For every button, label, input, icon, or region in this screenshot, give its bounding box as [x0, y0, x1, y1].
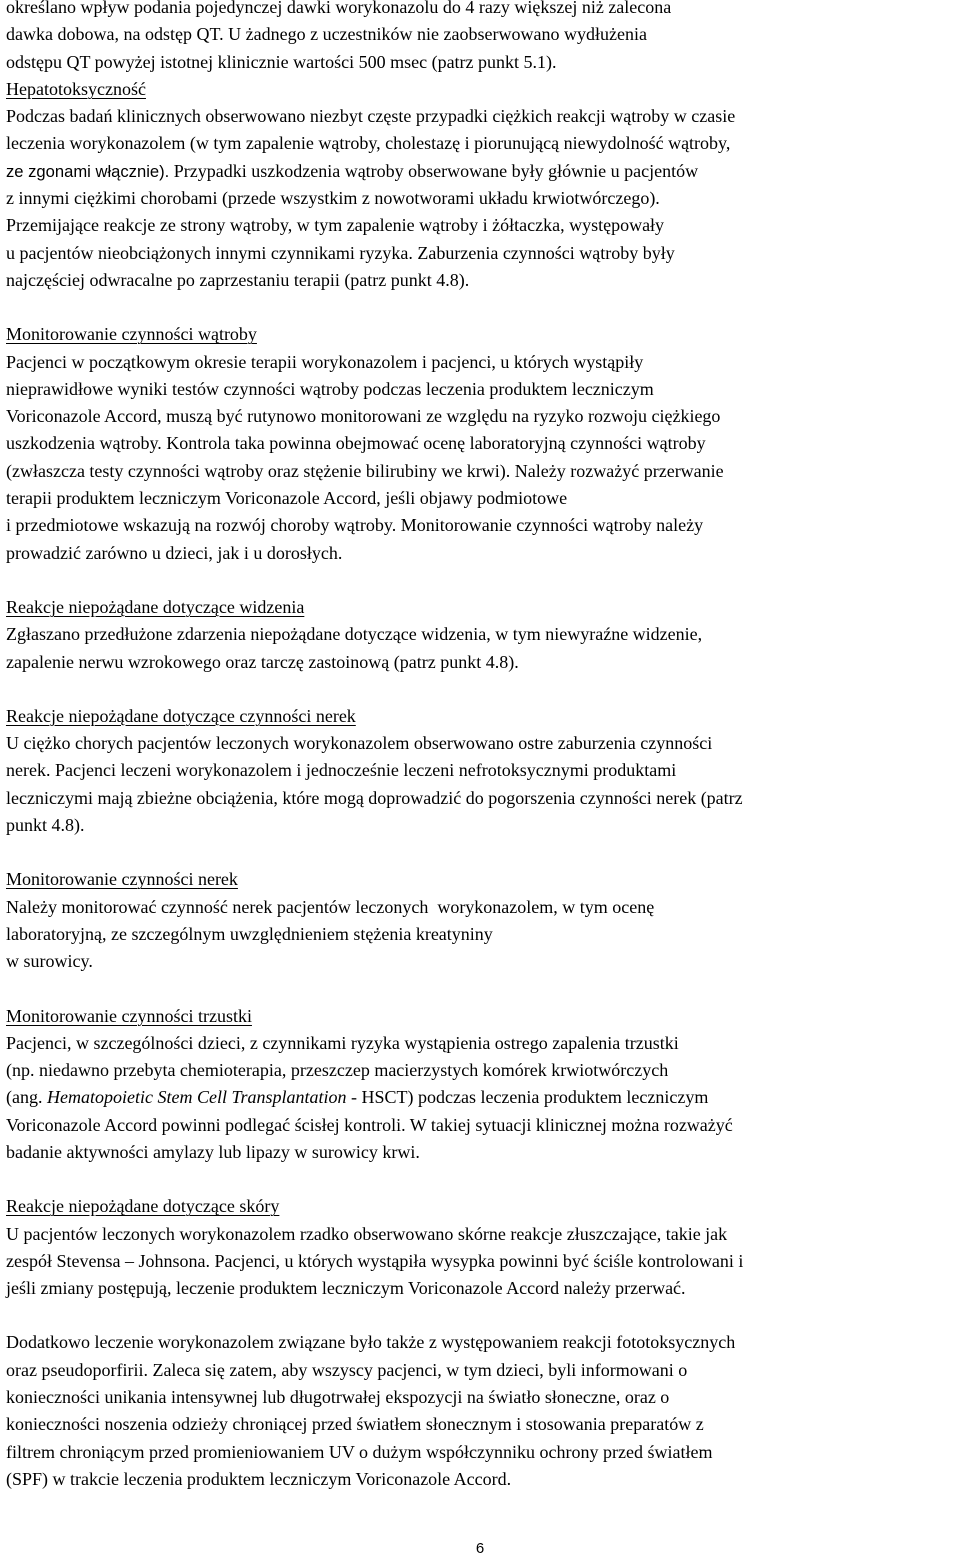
text-line: prowadzić zarówno u dzieci, jak i u dorosłych. [6, 542, 343, 563]
intro-paragraph [6, 0, 958, 76]
text-line: odstępu QT powyżej istotnej klinicznie wartości 500 msec (patrz punkt 5.1). [6, 51, 557, 72]
text-line: i przedmiotowe wskazują na rozwój choroby wątroby. Monitorowanie czynności wątroby należy [6, 515, 704, 536]
text-line: dawka dobowa, na odstęp QT. U żadnego z uczestników nie zaobserwowano wydłużenia [6, 24, 647, 45]
text-line: badanie aktywności amylazy lub lipazy w surowicy krwi. [6, 1141, 420, 1162]
text-line: oraz pseudoporfirii. Zaleca się zatem, aby wszyscy pacjenci, w tym dzieci, byli informowani o [6, 1359, 688, 1380]
text-line: filtrem chroniącym przed promieniowaniem UV o dużym współczynniku ochrony przed światłem [6, 1441, 713, 1462]
section-liver-monitoring [6, 321, 958, 567]
text-line: (SPF) w trakcie leczenia produktem leczniczym Voriconazole Accord. [6, 1468, 512, 1489]
text-line: punkt 4.8). [6, 815, 85, 836]
text-line: terapii produktem leczniczym Voriconazole Accord, jeśli objawy podmiotowe [6, 488, 568, 509]
paragraph-gap [6, 567, 958, 594]
text-line: Należy monitorować czynność nerek pacjentów leczonych worykonazolem, w tym ocenę [6, 896, 655, 917]
text-line: Przemijające reakcje ze strony wątroby, w tym zapalenie wątroby i żółtaczka, występowały [6, 215, 665, 236]
section-heading: Reakcje niepożądane dotyczące widzenia [6, 596, 305, 617]
text-run: ze zgonami włącznie). [6, 161, 170, 181]
text-line: Dodatkowo leczenie worykonazolem związane było także z występowaniem reakcji fototoksycznych [6, 1332, 736, 1353]
text-run: Zaburzenia czynności wątroby były [412, 242, 675, 263]
text-line: Voriconazole Accord powinni podlegać ścisłej kontroli. W takiej sytuacji klinicznej można rozważyć [6, 1114, 733, 1135]
section-skin [6, 1193, 958, 1302]
text-run: Przypadki uszkodzenia wątroby obserwowane były głównie u pacjentów [169, 160, 699, 181]
section-heading: Monitorowanie czynności trzustki [6, 1005, 252, 1026]
text-line: najczęściej odwracalne po zaprzestaniu terapii (patrz punkt 4.8). [6, 269, 470, 290]
section-phototoxicity [6, 1329, 958, 1493]
text-run: u pacjentów nieobciążonych innymi czynnikami ryzyka. [6, 242, 413, 263]
section-heading: Monitorowanie czynności nerek [6, 869, 238, 890]
section-renal [6, 703, 958, 839]
section-pancreas [6, 1003, 958, 1167]
section-heading: Monitorowanie czynności wątroby [6, 324, 257, 345]
text-line: określano wpływ podania pojedynczej dawki worykonazolu do 4 razy większej niż zalecona [6, 0, 672, 17]
text-line: Pacjenci, w szczególności dzieci, z czynnikami ryzyka wystąpienia ostrego zapalenia trzustki [6, 1032, 679, 1053]
section-hepatotoxicity [6, 76, 958, 294]
section-heading: Hepatotoksyczność [6, 78, 146, 99]
section-heading: Reakcje niepożądane dotyczące skóry [6, 1196, 280, 1217]
text-line: U ciężko chorych pacjentów leczonych worykonazolem obserwowano ostre zaburzenia czynności [6, 733, 713, 754]
text-line [6, 1084, 958, 1111]
text-line: konieczności noszenia odzieży chroniącej przed światłem słonecznym i stosowania preparatów z [6, 1414, 704, 1435]
text-run: Hematopoietic Stem Cell Transplantation [46, 1087, 347, 1108]
section-heading: Reakcje niepożądane dotyczące czynności nerek [6, 705, 356, 726]
text-line [6, 158, 958, 185]
page-number: 6 [475, 1540, 485, 1557]
text-line: U pacjentów leczonych worykonazolem rzadko obserwowano skórne reakcje złuszczające, takie jak [6, 1223, 728, 1244]
text-line: leczniczymi mają zbieżne obciążenia, które mogą doprowadzić do pogorszenia czynności nerek (patrz [6, 787, 743, 808]
text-line: z innymi ciężkimi chorobami (przede wszystkim z nowotworami układu krwiotwórczego). [6, 188, 660, 209]
text-line: uszkodzenia wątroby. Kontrola taka powinna obejmować ocenę laboratoryjną czynności wątroby [6, 433, 706, 454]
section-renal-monitoring [6, 866, 958, 975]
section-vision [6, 594, 958, 676]
paragraph-gap [6, 976, 958, 1003]
text-line: (np. niedawno przebyta chemioterapia, przeszczep macierzystych komórek krwiotwórczych [6, 1060, 669, 1081]
text-line [6, 240, 958, 267]
document-page [6, 0, 958, 1493]
text-line: zapalenie nerwu wzrokowego oraz tarczę zastoinową (patrz punkt 4.8). [6, 651, 519, 672]
text-line: w surowicy. [6, 951, 93, 972]
text-line: Voriconazole Accord, muszą być rutynowo monitorowani ze względu na ryzyko rozwoju ciężkiego [6, 406, 721, 427]
text-line: laboratoryjną, ze szczególnym uwzględnieniem stężenia kreatyniny [6, 923, 493, 944]
text-line: (zwłaszcza testy czynności wątroby oraz stężenie bilirubiny we krwi). Należy rozważyć przerwanie [6, 460, 724, 481]
text-line: jeśli zmiany postępują, leczenie produktem leczniczym Voriconazole Accord należy przerwać. [6, 1278, 686, 1299]
paragraph-gap [6, 839, 958, 866]
text-line: zespół Stevensa – Johnsona. Pacjenci, u których wystąpiła wysypka powinni być ściśle kontrolowani i [6, 1250, 744, 1271]
text-line: leczenia worykonazolem (w tym zapalenie wątroby, cholestazę i piorunującą niewydolność wątroby, [6, 133, 731, 154]
text-line: Zgłaszano przedłużone zdarzenia niepożądane dotyczące widzenia, w tym niewyraźne widzenie, [6, 624, 703, 645]
text-line: Podczas badań klinicznych obserwowano niezbyt częste przypadki ciężkich reakcji wątroby w czasie [6, 106, 736, 127]
paragraph-gap [6, 294, 958, 321]
paragraph-gap [6, 676, 958, 703]
text-line: nieprawidłowe wyniki testów czynności wątroby podczas leczenia produktem leczniczym [6, 378, 654, 399]
text-line: konieczności unikania intensywnej lub długotrwałej ekspozycji na światło słoneczne, oraz o [6, 1387, 670, 1408]
text-run: - HSCT) podczas leczenia produktem leczniczym [346, 1087, 709, 1108]
paragraph-gap [6, 1302, 958, 1329]
text-run: (ang. [6, 1087, 47, 1108]
text-line: nerek. Pacjenci leczeni worykonazolem i jednocześnie leczeni nefrotoksycznymi produktami [6, 760, 677, 781]
paragraph-gap [6, 1166, 958, 1193]
text-line: Pacjenci w początkowym okresie terapii worykonazolem i pacjenci, u których wystąpiły [6, 351, 644, 372]
